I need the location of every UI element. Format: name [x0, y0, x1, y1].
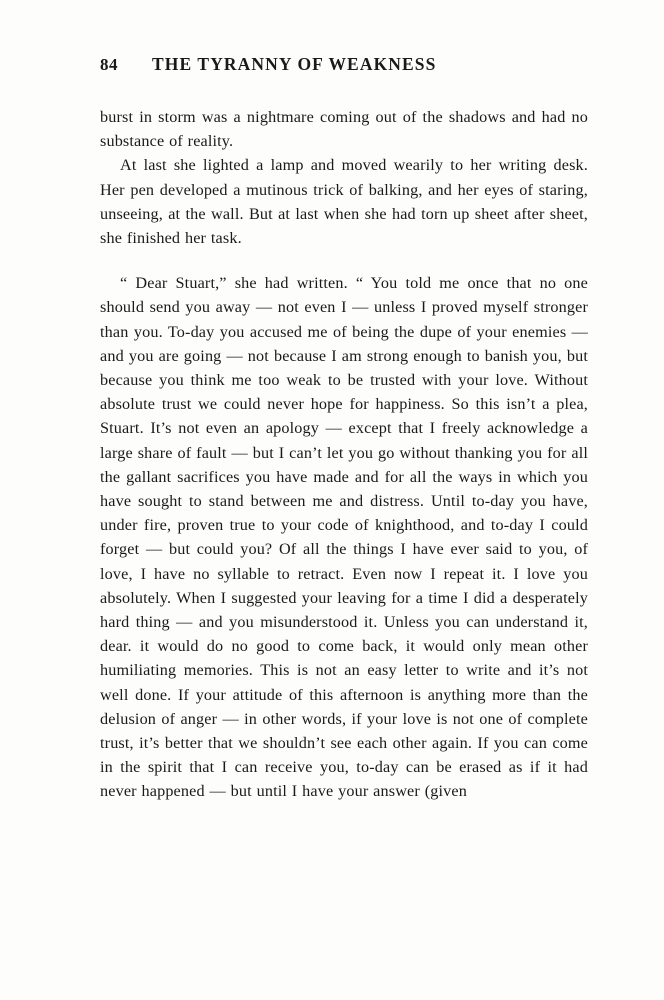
running-head: [100, 54, 588, 75]
running-title: THE TYRANNY OF WEAKNESS: [152, 54, 437, 74]
page-content: [100, 54, 588, 804]
page-number: 84: [100, 55, 118, 74]
paragraph: burst in storm was a nightmare coming out of the shadows and had no substance of reality.: [100, 108, 588, 151]
paragraph: At last she lighted a lamp and moved wearily to her writing desk. Her pen developed a mutinous trick of balking, and her eyes of staring, unseeing, at the wall. But at last when she had torn up sheet after sheet, she finished her task.: [100, 156, 588, 248]
paragraph: “ Dear Stuart,” she had written. “ You told me once that no one should send you away — not even I — unless I proved myself stronger than you. To-day you accused me of being the dupe of your enemies — and you are going — not because I am strong enough to banish you, but because you think me too weak to be trusted with your love. Without absolute trust we could never hope for happiness. So this isn’t a plea, Stuart. It’s not even an apology — except that I freely acknowledge a large share of fault — but I can’t let you go without thanking you for all the gallant sacrifices you have made and for all the ways in which you have sought to stand between me and distress. Until to-day you have, under fire, proven true to your code of knighthood, and to-day I could forget — but could you? Of all the things I have ever said to you, of love, I have no syllable to retract. Even now I repeat it. I love you absolutely. When I suggested your leaving for a time I did a desperately hard thing — and you misunderstood it. Unless you can understand it, dear. it would do no good to come back, it would only mean other humiliating memories. This is not an easy letter to write and it’s not well done. If your attitude of this afternoon is anything more than the delusion of anger — in other words, if your love is not one of complete trust, it’s better that we shouldn’t see each other again. If you can come in the spirit that I can receive you, to-day can be erased as if it had never happened — but until I have your answer (given: [100, 274, 588, 801]
body-text: [100, 105, 588, 804]
